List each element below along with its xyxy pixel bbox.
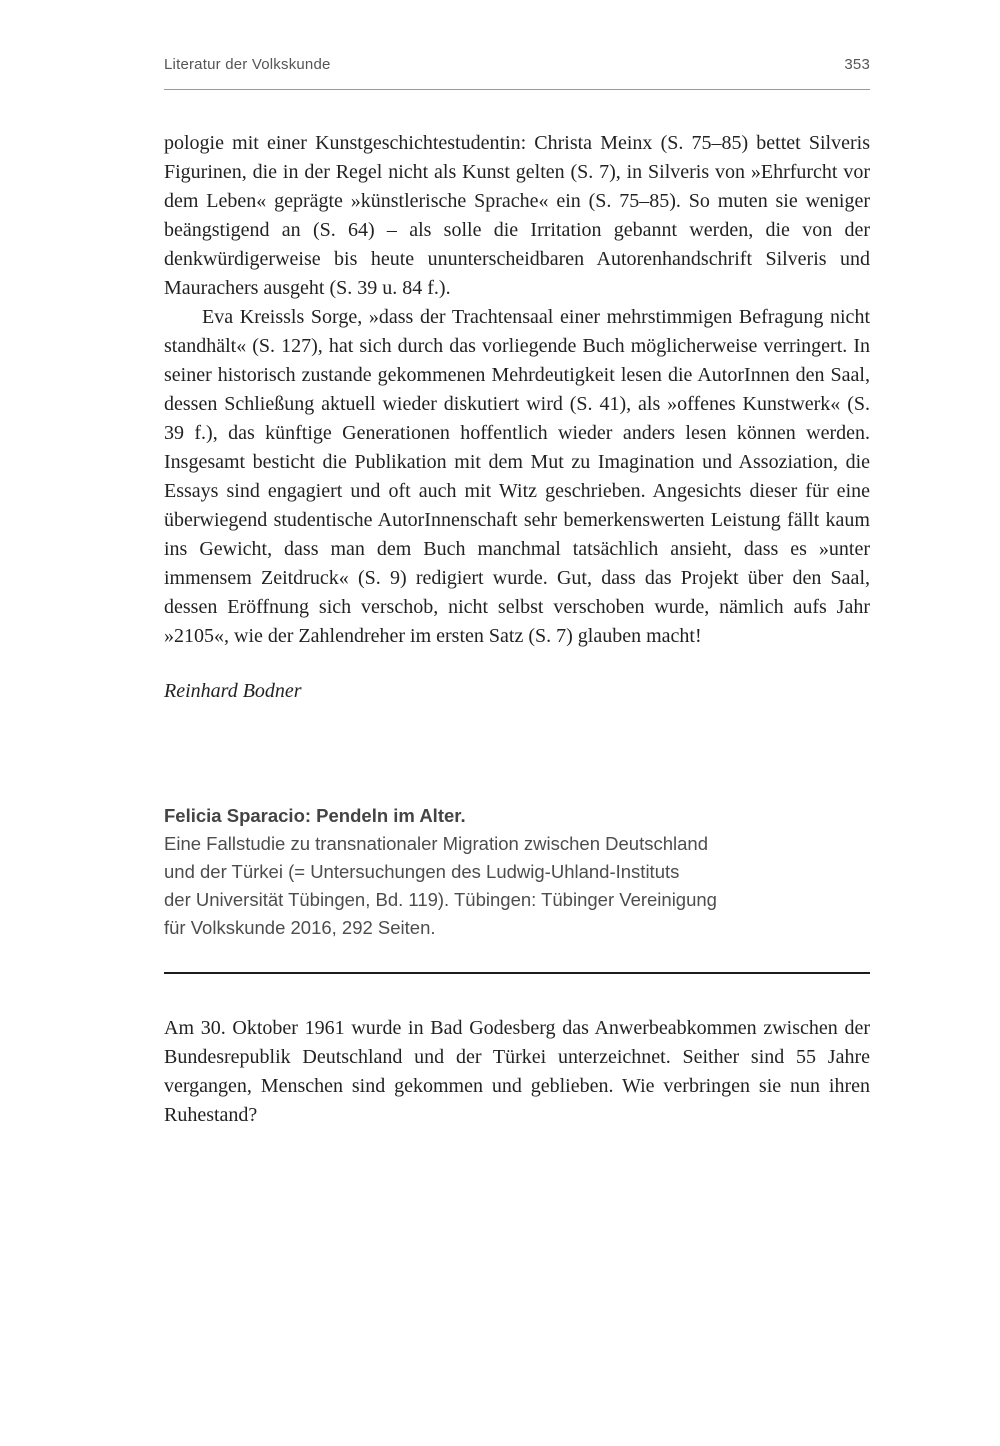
review2-heading bbox=[164, 802, 870, 942]
review1-paragraph-2: Eva Kreissls Sorge, »dass der Trachtensaal einer mehrstimmigen Befragung nicht standhält« (S. 127), hat sich durch das vorliegende Buch möglicherweise verringert. In seiner historisch zustande gekommenen Mehrdeutigkeit lesen die AutorInnen den Saal, dessen Schließung aktuell wieder diskutiert wird (S. 41), als »offenes Kunstwerk« (S. 39 f.), das künftige Generationen hoffentlich wieder anders lesen können werden. Insgesamt besticht die Publikation mit dem Mut zu Imagination und Assoziation, die Essays sind engagiert und oft auch mit Witz geschrieben. Angesichts dieser für eine überwiegend studentische AutorInnenschaft sehr bemerkenswerten Leistung fällt kaum ins Gewicht, dass man dem Buch manchmal tatsächlich ansieht, dass es »unter immensem Zeitdruck« (S. 9) redigiert wurde. Gut, dass das Projekt über den Saal, dessen Eröffnung sich verschob, nicht selbst verschoben wurde, nämlich aufs Jahr »2105«, wie der Zahlendreher im ersten Satz (S. 7) glauben macht! bbox=[164, 306, 870, 647]
review1-body bbox=[164, 129, 870, 651]
review2-heading-line: und der Türkei (= Untersuchungen des Ludwig-Uhland-Instituts bbox=[164, 861, 680, 882]
section-rule bbox=[164, 972, 870, 974]
header-rule bbox=[164, 89, 870, 90]
reviewer-name: Reinhard Bodner bbox=[164, 680, 302, 702]
running-title: Literatur der Volkskunde bbox=[164, 56, 331, 73]
review2-heading-title: Felicia Sparacio: Pendeln im Alter. bbox=[164, 805, 466, 826]
running-header bbox=[164, 0, 870, 73]
review2-body bbox=[164, 1014, 870, 1130]
review1-paragraph-1: pologie mit einer Kunstgeschichtestudentin: Christa Meinx (S. 75–85) bettet Silveris Figurinen, die in der Regel nicht als Kunst gelten (S. 7), in Silveris von »Ehrfurcht vor dem Leben« geprägte »künstlerische Sprache« ein (S. 75–85). So muten sie weniger beängstigend an (S. 64) – als solle die Irritation gebannt werden, die von der denkwürdigerweise bis heute ununterscheidbaren Autorenhandschrift Silveris und Maurachers ausgeht (S. 39 u. 84 f.). bbox=[164, 132, 870, 299]
review2-heading-line: der Universität Tübingen, Bd. 119). Tübingen: Tübinger Vereinigung bbox=[164, 889, 717, 910]
review2-heading-line: für Volkskunde 2016, 292 Seiten. bbox=[164, 917, 436, 938]
review2-heading-line: Eine Fallstudie zu transnationaler Migration zwischen Deutschland bbox=[164, 833, 708, 854]
review2-paragraph-1: Am 30. Oktober 1961 wurde in Bad Godesberg das Anwerbeabkommen zwischen der Bundesrepublik Deutschland und der Türkei unterzeichnet. Seither sind 55 Jahre vergangen, Menschen sind gekommen und geblieben. Wie verbringen sie nun ihren Ruhestand? bbox=[164, 1017, 870, 1126]
page-number: 353 bbox=[844, 56, 870, 73]
text-column bbox=[164, 0, 870, 1130]
